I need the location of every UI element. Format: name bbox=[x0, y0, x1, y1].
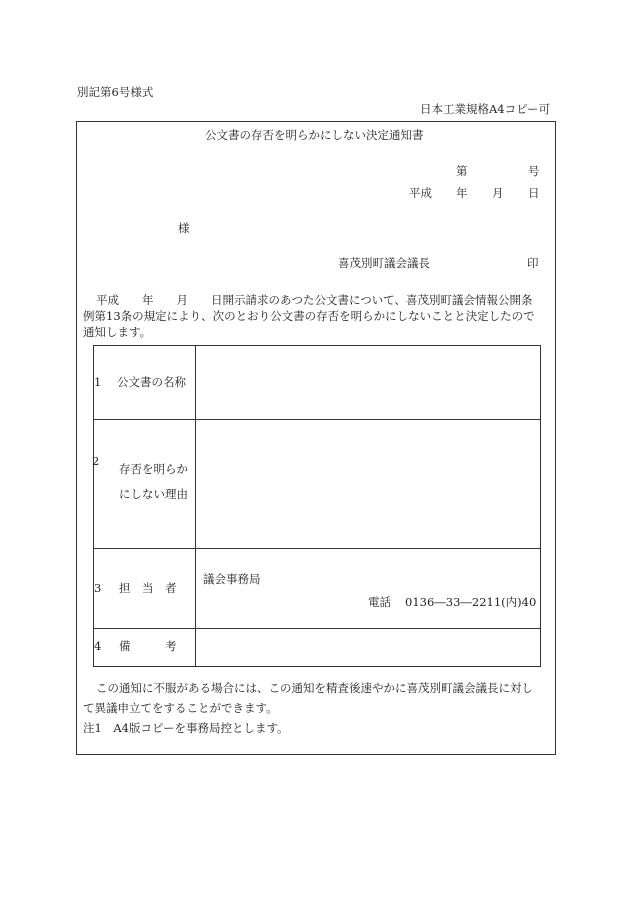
row3-department: 議会事務局 bbox=[203, 572, 261, 586]
footer-line-2: て異議申立てをすることができます。 bbox=[83, 701, 278, 715]
date-day: 日 bbox=[528, 186, 540, 200]
row2-label-line1: 存否を明らか bbox=[119, 462, 188, 476]
row3-label: 担 当 者 bbox=[119, 581, 177, 595]
details-table bbox=[93, 345, 541, 667]
row-divider-1 bbox=[94, 419, 540, 420]
footer-line-1: この通知に不服がある場合には、この通知を精査後速やかに喜茂別町議会議長に対し bbox=[96, 681, 533, 695]
row4-number: 4 bbox=[94, 639, 102, 653]
body-line-2: 例第13条の規定により、次のとおり公文書の存否を明らかにしないことと決定したので bbox=[83, 309, 535, 323]
recipient-suffix: 様 bbox=[178, 221, 190, 235]
document-title: 公文書の存否を明らかにしない決定通知書 bbox=[205, 128, 424, 142]
issuer-seal: 印 bbox=[527, 256, 539, 270]
row2-number: 2 bbox=[92, 454, 100, 468]
footnote: 注1 A4版コピーを事務局控とします。 bbox=[83, 721, 289, 735]
body-line-1: 平成 年 月 日開示請求のあつた公文書について、喜茂別町議会情報公開条 bbox=[96, 293, 533, 307]
form-number: 別記第6号様式 bbox=[77, 85, 154, 99]
body-line-3: 通知します。 bbox=[83, 325, 152, 339]
date-year: 年 bbox=[456, 186, 468, 200]
row1-number: 1 bbox=[94, 375, 102, 389]
row3-number: 3 bbox=[94, 581, 102, 595]
paper-note: 日本工業規格A4コピー可 bbox=[420, 102, 551, 116]
number-dai: 第 bbox=[456, 164, 468, 178]
row3-phone-label: 電話 bbox=[368, 595, 391, 609]
column-divider bbox=[195, 346, 196, 666]
row4-label: 備 考 bbox=[119, 639, 177, 653]
date-era: 平成 bbox=[409, 186, 432, 200]
issuer-name: 喜茂別町議会議長 bbox=[338, 256, 430, 270]
row2-label-line2: にしない理由 bbox=[119, 487, 188, 501]
number-go: 号 bbox=[528, 164, 540, 178]
row1-label: 公文書の名称 bbox=[117, 375, 186, 389]
row-divider-3 bbox=[94, 628, 540, 629]
date-month: 月 bbox=[492, 186, 504, 200]
row3-phone: 0136―33―2211(内)40 bbox=[405, 595, 537, 609]
row-divider-2 bbox=[94, 548, 540, 549]
